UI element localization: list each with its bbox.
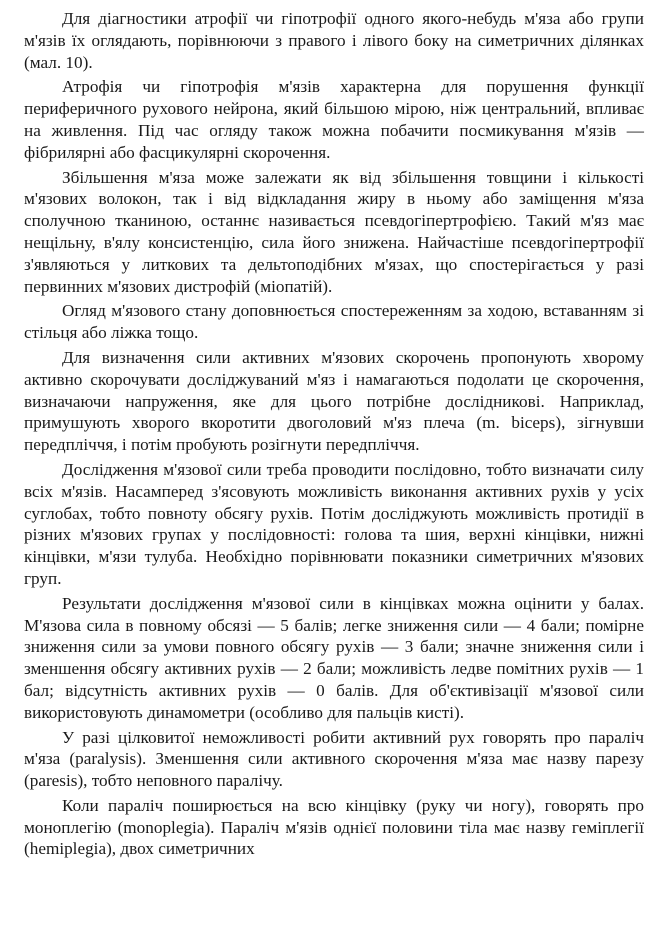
- paragraph-monoplegia: Коли параліч поширюється на всю кінцівку (руку чи ногу), говорять про моноплегію (monoplegia). Параліч м'язів однієї половини тіла має назву геміплегії (hemiplegia), двох симетричних: [24, 795, 644, 859]
- paragraph-pseudohypertrophy: Збільшення м'яза може залежати як від збільшення товщини і кількості м'язових волокон, так і від відкладання жиру в ньому або заміщення м'яза сполучною тканиною, останнє називається псевдогіпертрофією. Такий м'яз має нещільну, в'ялу консистенцію, сила його знижена. Найчастіше псевдогіпертрофії з'являються у литкових та дельтоподібних м'язах, що спостерігається у разі первинних м'язових дистрофій (міопатій).: [24, 167, 644, 296]
- paragraph-strength-testing: Дослідження м'язової сили треба проводити послідовно, тобто визначати силу всіх м'язів. Насамперед з'ясовують можливість виконання активних рухів у усіх суглобах, тобто повноту обсягу рухів. Потім досліджують можливість протидії в різних м'язових групах у послідовності: голова та шия, верхні кінцівки, нижні кінцівки, м'язи тулуба. Необхідно порівнювати показники симетричних м'язових груп.: [24, 459, 644, 588]
- paragraph-active-contraction: Для визначення сили активних м'язових скорочень пропонують хворому активно скорочувати досліджуваний м'яз і намагаються подолати це скорочення, визначаючи напруження, яке для цього потрібне дослідникові. Наприклад, примушують хворого вкоротити двоголовий м'яз плеча (m. biceps), зігнувши передпліччя, і потім пробують розігнути передпліччя.: [24, 347, 644, 455]
- paragraph-atrophy: Атрофія чи гіпотрофія м'язів характерна для порушення функції периферичного рухового нейрона, який більшою мірою, ніж центральний, впливає на живлення. Під час огляду також можна побачити посмикування м'язів — фібрилярні або фасцикулярні скорочення.: [24, 77, 644, 162]
- paragraph-strength-scoring: Результати дослідження м'язової сили в кінцівках можна оцінити у балах. М'язова сила в повному обсязі — 5 балів; легке зниження сили — 4 бали; помірне зниження сили за умови повного обсягу рухів — 3 бали; значне зниження сили і зменшення обсягу активних рухів — 2 бали; можливість ледве помітних рухів — 1 бал; відсутність активних рухів — 0 балів. Для об'єктивізації м'язової сили використовують динамометри (особливо для пальців кисті).: [24, 593, 644, 722]
- paragraph-gait-observation: Огляд м'язового стану доповнюється спостереженням за ходою, вставанням зі стільця або ліжка тощо.: [24, 301, 644, 343]
- paragraph-paralysis: У разі цілковитої неможливості робити активний рух говорять про параліч м'яза (paralysis). Зменшення сили активного скорочення м'яза має назву парезу (paresis), тобто неповного паралічу.: [24, 727, 644, 791]
- paragraph-diagnosis: Для діагностики атрофії чи гіпотрофії одного якого-небудь м'яза або групи м'язів їх оглядають, порівнюючи з правого і лівого боку на симетричних ділянках (мал. 10).: [24, 9, 644, 72]
